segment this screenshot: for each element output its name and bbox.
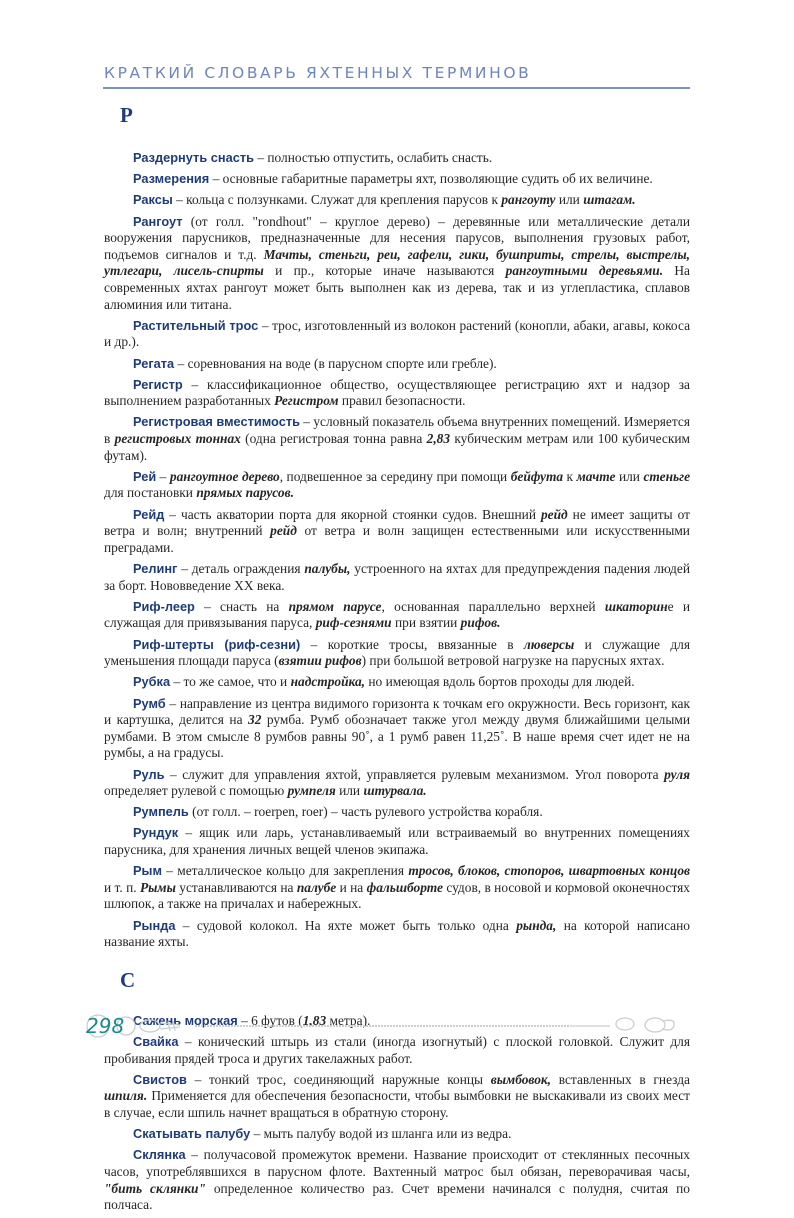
definition-text: метра). [326, 1012, 371, 1028]
definition-text: ) при большой ветровой нагрузке на парусных яхтах. [361, 653, 665, 669]
dictionary-entry [104, 637, 690, 670]
definition-text: или [335, 783, 364, 799]
emphasized-text: "бить склянки" [104, 1180, 206, 1196]
entry-term: Рубка [133, 674, 171, 690]
entry-term: Размерения [133, 171, 210, 187]
emphasized-text: рангоутными деревьями. [505, 263, 664, 279]
emphasized-text: шкаторин [604, 598, 668, 614]
dictionary-entry [104, 318, 690, 351]
emphasized-text: взятии рифов [278, 653, 362, 669]
emphasized-text: регистровых тоннах [114, 431, 241, 447]
dictionary-entry [104, 469, 690, 502]
definition-text: (от голл. "rondhout" – круглое дерево) – деревянные или металлические детали вооружения парусников, предназначенные для несения парусов, выполнения грузовых работ, подъемов сигналов и т.д. [104, 213, 690, 262]
entry-term: Руль [133, 766, 165, 782]
definition-text: но имеющая вдоль бортов проходы для людей. [365, 674, 635, 690]
definition-text: на которой написано название яхты. [104, 917, 690, 950]
definition-text: – тонкий трос, соединяющий наружные концы [186, 1071, 491, 1087]
emphasized-text: рифов. [460, 615, 501, 631]
definition-text: определенное количество раз. Счет времени начинался с полудня, считая по полчаса. [104, 1180, 690, 1213]
definition-text: – направление из центра видимого горизонта к точкам его окружности. Весь горизонт, как и картушка, делится на [104, 695, 690, 728]
section-letter: С [120, 967, 136, 992]
entry-term: Рундук [133, 825, 179, 841]
emphasized-text: стеньге [643, 468, 691, 484]
emphasized-text: надстройка, [290, 674, 366, 690]
definition-text: или [555, 192, 584, 208]
definition-text: – классификационное общество, осуществляющее регистрацию яхт и надзор за выполнением разработанных [104, 376, 690, 409]
definition-text: – металлическое кольцо для закрепления [161, 863, 409, 879]
definition-text: – [156, 468, 170, 484]
dictionary-entry [104, 767, 690, 800]
entries-list [104, 1013, 690, 1214]
dictionary-entry [104, 804, 690, 821]
entry-term: Румпель [133, 804, 189, 820]
entries-list [104, 150, 690, 951]
definition-text: к [563, 468, 577, 484]
section-r [104, 102, 690, 951]
emphasized-text: руля [664, 766, 690, 782]
definition-text: – полностью отпустить, ослабить снасть. [253, 150, 493, 165]
dictionary-entry [104, 214, 690, 314]
dictionary-entry [104, 599, 690, 632]
emphasized-text: палубы, [304, 561, 351, 576]
dictionary-entry [104, 696, 690, 762]
entry-term: Риф-леер [133, 598, 195, 614]
entry-term: Рангоут [133, 213, 183, 229]
definition-text: или [615, 468, 644, 484]
emphasized-text: мачте [576, 468, 616, 484]
entry-term: Риф-штерты (риф-сезни) [133, 636, 301, 652]
definition-text: – ящик или ларь, устанавливаемый или встраиваемый во внутренних помещениях парусника, для хранения личных вещей членов экипажа. [104, 825, 690, 858]
emphasized-text: 2,83 [426, 431, 451, 447]
definition-text: определяет рулевой с помощью [104, 783, 288, 799]
emphasized-text: рангоутное дерево [169, 468, 280, 484]
definition-text: – основные габаритные параметры яхт, позволяющие судить об их величине. [209, 171, 653, 187]
dictionary-entry [104, 171, 690, 188]
dictionary-entry [104, 863, 690, 913]
definition-text: при взятии [391, 615, 461, 631]
emphasized-text: Рымы [139, 879, 176, 895]
definition-text: – получасовой промежуток времени. Название происходит от стеклянных песочных часов, употреблявшихся в парусном флоте. Вахтенный матрос был обязан, переворачивая часы, [104, 1147, 690, 1179]
definition-text: правил безопасности. [338, 393, 466, 409]
dictionary-entry [104, 377, 690, 410]
rope-knot-icon [70, 1012, 710, 1042]
emphasized-text: Мачты, стеньги, реи, гафели, гики, бушприты, стрелы, выстрелы, утлегари, лисель-спирты [104, 246, 690, 279]
emphasized-text: тросов, блоков, стопоров, швартовных концов [408, 863, 691, 879]
emphasized-text: прямом парусе [288, 598, 382, 614]
dictionary-entry [104, 414, 690, 464]
emphasized-text: рында, [516, 917, 557, 933]
definition-text: Применяется для обеспечения безопасности, чтобы вымбовки не выскакивали из своих мест в случае, если шпиль начнет вращаться в обратную сторону. [104, 1088, 690, 1120]
emphasized-text: фальшборте [366, 879, 443, 895]
definition-text: – трос, изготовленный из волокон растений (конопли, абаки, агавы, кокоса и др.). [104, 317, 691, 350]
entry-term: Регистр [133, 376, 183, 392]
entry-term: Регата [133, 355, 175, 371]
entry-term: Рей [133, 468, 157, 484]
definition-text: румба. Румб обозначает также угол между двумя ближайшими целыми румбами. В этом смысле 8 румбов равны 90˚, а 1 румб равен 11,25˚. В наше время счет идет не на румбы, а на градусы. [104, 712, 690, 761]
definition-text: для постановки [104, 485, 197, 501]
entry-term: Скатывать палубу [133, 1126, 251, 1142]
running-head: КРАТКИЙ СЛОВАРЬ ЯХТЕННЫХ ТЕРМИНОВ [104, 64, 532, 82]
section-letter: Р [120, 103, 133, 127]
page-number: 298 [86, 1014, 125, 1038]
entry-term: Раксы [133, 192, 173, 208]
definition-text: – мыть палубу водой из шланга или из ведра. [250, 1126, 512, 1142]
emphasized-text: шпиля. [104, 1088, 148, 1104]
emphasized-text: прямых парусов. [196, 485, 294, 501]
emphasized-text: штурвала. [363, 783, 427, 799]
entry-term: Сажень морская [133, 1012, 238, 1028]
entry-term: Рында [133, 917, 176, 933]
definition-text: – условный показатель объема внутренних помещений. Измеряется в [104, 414, 690, 447]
emphasized-text: 32 [248, 712, 262, 728]
definition-text: и т. п. [104, 879, 140, 895]
definition-text: и служащие для уменьшения площади паруса ( [104, 636, 691, 669]
dictionary-entry [104, 825, 690, 858]
definition-text: устроенного на яхтах для предупреждения падения людей за борт. Нововведение XX века. [104, 561, 690, 593]
definition-text: не имеет защиты от ветра и волн; внутренний [104, 506, 690, 539]
emphasized-text: бейфута [510, 468, 564, 484]
section-s [104, 967, 690, 1214]
dictionary-entry [104, 918, 690, 951]
definition-text: кубическим метрам или 100 кубическим футам). [104, 431, 690, 463]
emphasized-text: рейд [270, 523, 297, 539]
emphasized-text: риф-сезнями [315, 615, 392, 631]
definition-text: устанавливаются на [175, 879, 297, 895]
definition-text: судов, в носовой и кормовой оконечностях шлюпок, а также на причалах и набережных. [104, 879, 690, 912]
definition-text: , подвешенное за середину при помощи [279, 468, 511, 484]
emphasized-text: вымбовок, [490, 1071, 552, 1087]
definition-text: и на [336, 879, 367, 895]
definition-text: (от голл. – roerpen, roer) – часть рулевого устройства корабля. [188, 804, 543, 820]
dictionary-entry [104, 674, 690, 691]
emphasized-text: палубе [296, 879, 337, 895]
dictionary-entry [104, 192, 690, 209]
entry-term: Релинг [133, 561, 178, 576]
definition-text: – служит для управления яхтой, управляется рулевым механизмом. Угол поворота [164, 766, 665, 782]
dictionary-entry [104, 507, 690, 557]
definition-text: – то же самое, что и [170, 674, 291, 690]
definition-text: , основанная параллельно верхней [381, 598, 605, 614]
entry-term: Рейд [133, 506, 165, 522]
entry-term: Свистов [133, 1071, 187, 1087]
dictionary-content [104, 96, 690, 1218]
definition-text: – 6 футов ( [237, 1012, 303, 1028]
emphasized-text: 1,83 [302, 1012, 327, 1028]
dictionary-entry [104, 1126, 690, 1143]
definition-text: (одна регистровая тонна равна [240, 431, 427, 447]
definition-text: – снасть на [194, 598, 289, 614]
definition-text: – часть акватории порта для якорной стоянки судов. Внешний [164, 506, 541, 522]
definition-text: е и служащая для привязывания паруса, [104, 598, 690, 631]
definition-text: На современных яхтах рангоут может быть выполнен как из дерева, так и из углепластика, сплавов алюминия или титана. [104, 263, 690, 312]
definition-text: – соревнования на воде (в парусном спорте или гребле). [174, 355, 497, 371]
emphasized-text: румпеля [287, 783, 336, 799]
definition-text: – кольца с ползунками. Служат для крепления парусов к [172, 192, 502, 208]
entry-term: Раздернуть снасть [133, 150, 254, 165]
definition-text: – короткие тросы, ввязанные в [300, 636, 524, 652]
emphasized-text: люверсы [523, 636, 575, 652]
emphasized-text: рейд [540, 506, 568, 522]
page-footer [70, 1012, 710, 1042]
dictionary-entry [104, 561, 690, 594]
emphasized-text: Регистром [274, 393, 339, 409]
dictionary-entry [104, 1072, 690, 1122]
definition-text: – деталь ограждения [177, 561, 305, 576]
definition-text: и пр., которые иначе называются [263, 263, 506, 279]
entry-term: Рым [133, 863, 162, 879]
definition-text: вставленных в гнезда [551, 1071, 690, 1087]
definition-text: – судовой колокол. На яхте может быть только одна [175, 917, 517, 933]
emphasized-text: штагам. [583, 192, 636, 208]
entry-term: Склянка [133, 1147, 186, 1163]
entry-term: Регистровая вместимость [133, 414, 300, 430]
dictionary-entry [104, 356, 690, 373]
definition-text: от ветра и волн защищен естественными или искусственными преградами. [104, 523, 690, 555]
entry-term: Свайка [133, 1034, 179, 1049]
entry-term: Румб [133, 695, 166, 711]
definition-text: – конический штырь из стали (иногда изогнутый) с плоской головкой. Служит для пробивания прядей троса и других такелажных работ. [104, 1034, 690, 1066]
entry-term: Растительный трос [133, 317, 259, 333]
emphasized-text: рангоуту [501, 192, 556, 208]
dictionary-entry [104, 1147, 690, 1213]
dictionary-entry [104, 150, 690, 167]
header-rule [103, 87, 690, 89]
